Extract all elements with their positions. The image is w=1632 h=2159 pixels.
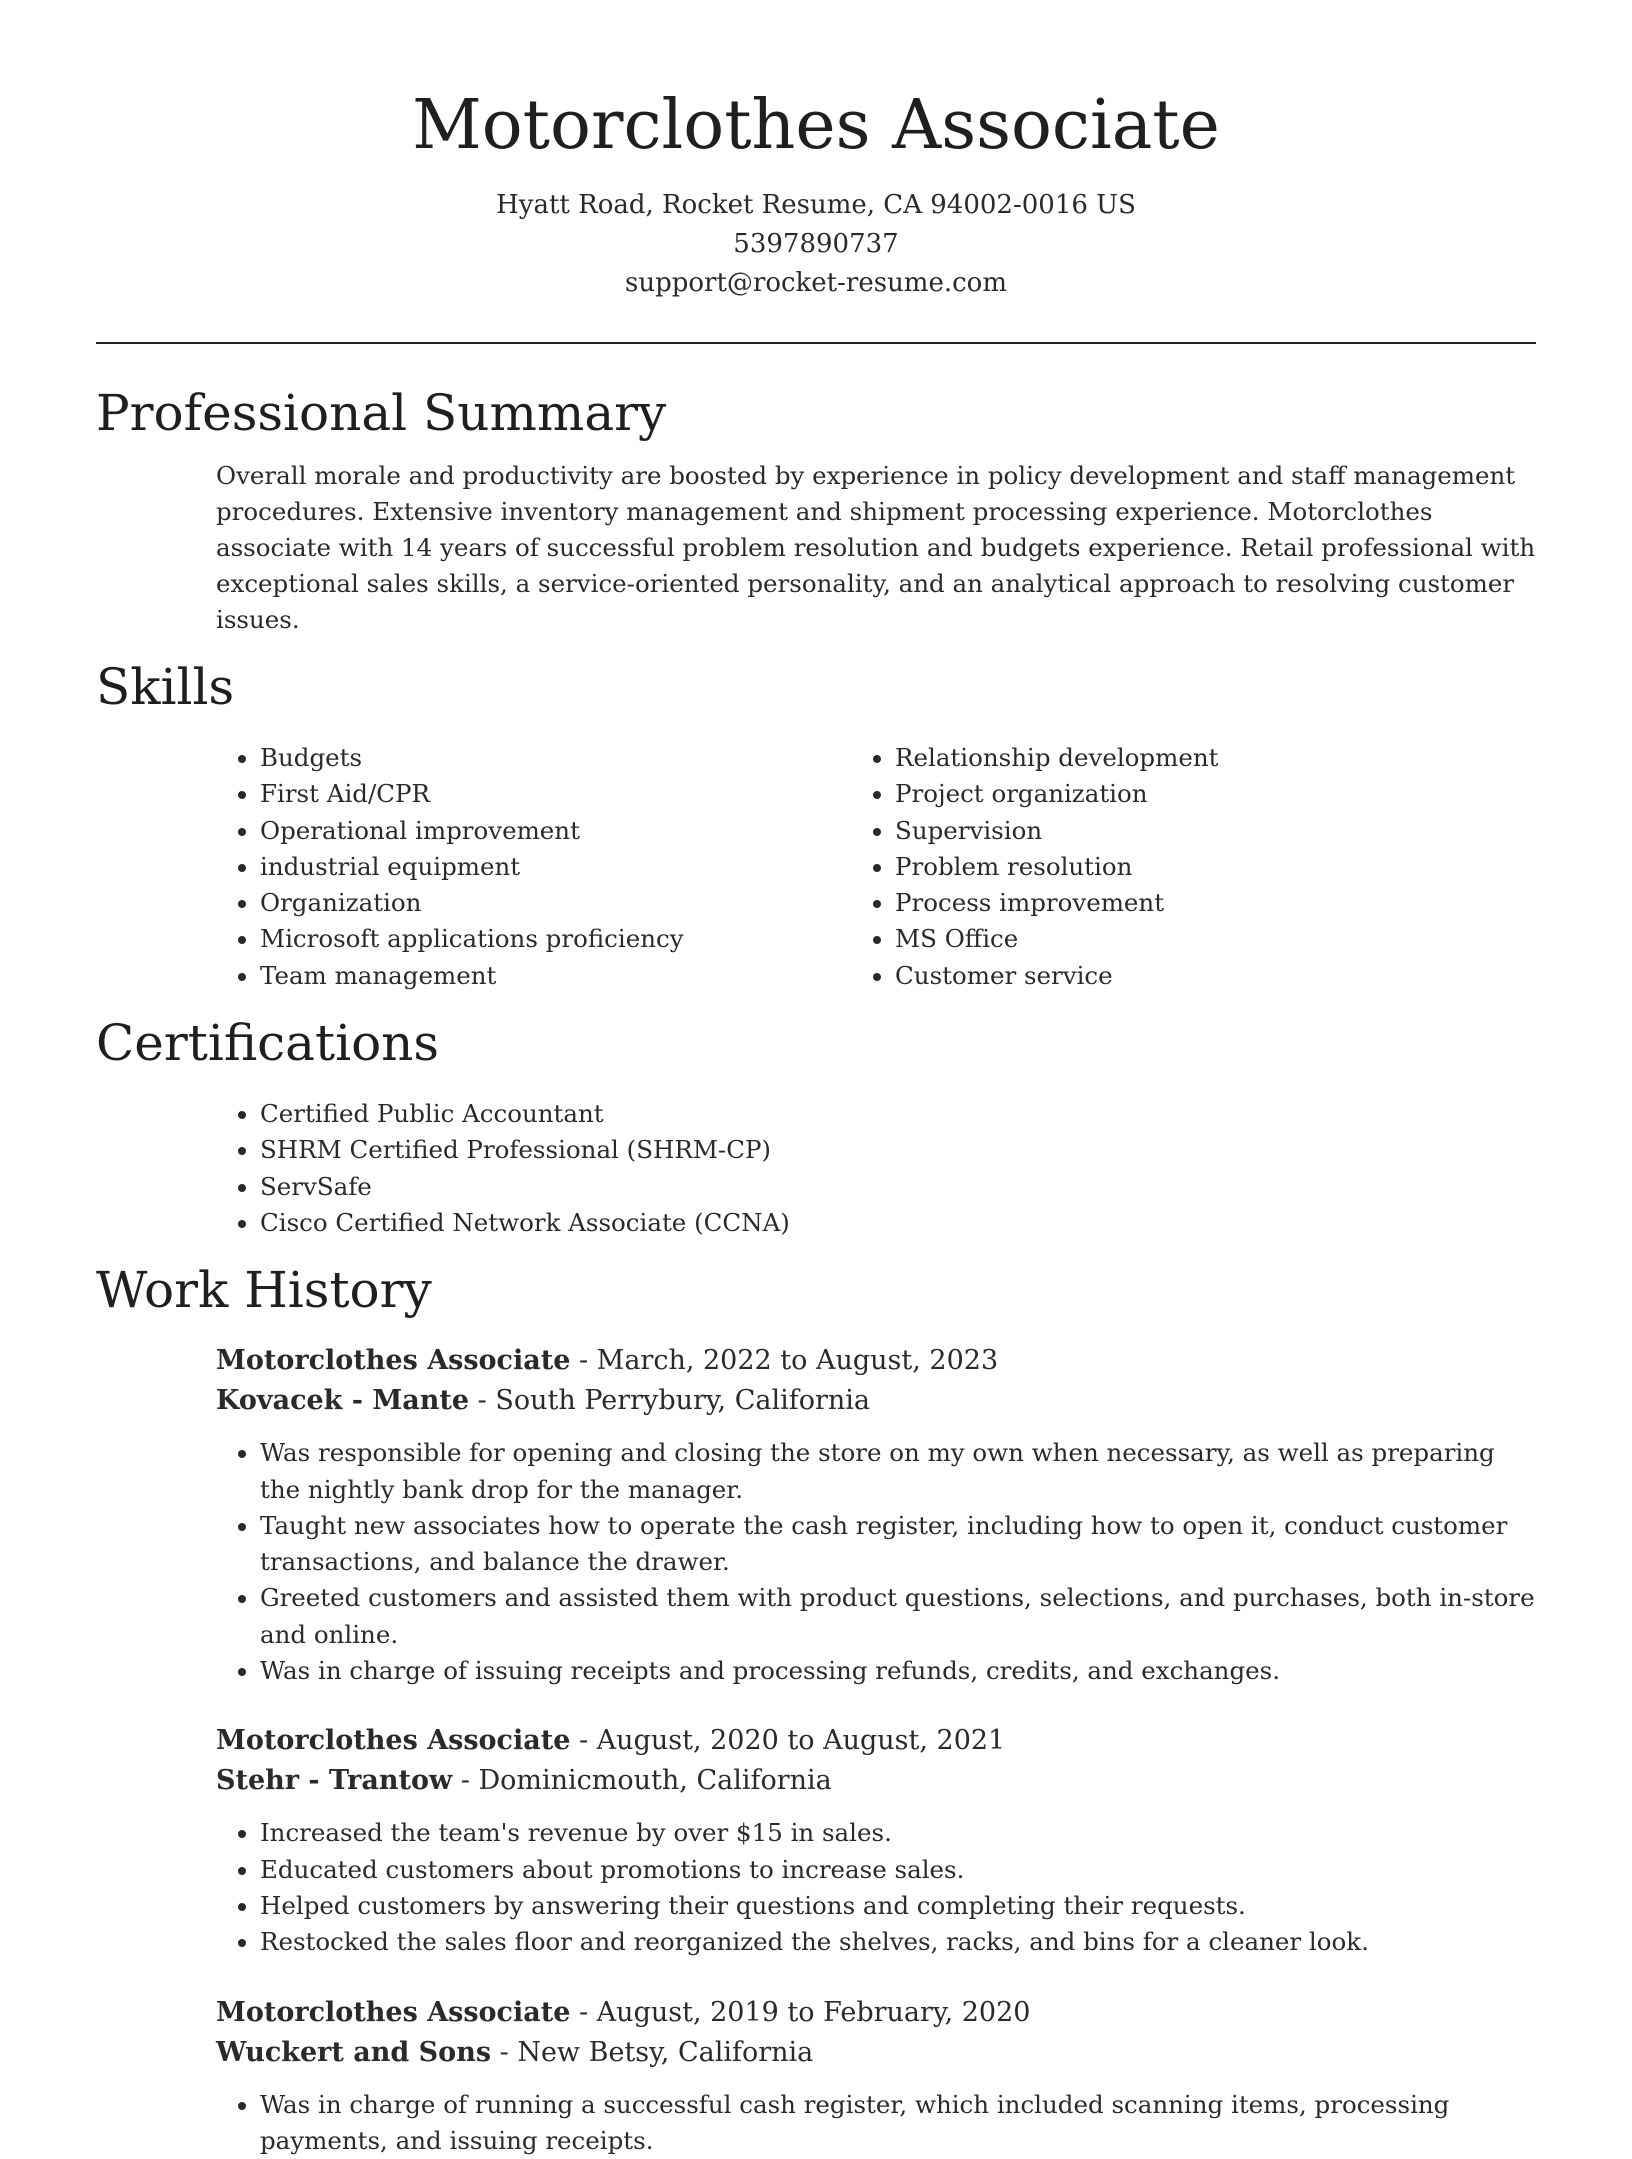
skill-item: • MS Office	[895, 921, 1536, 957]
skills-section	[96, 652, 1536, 994]
skill-item: • Budgets	[260, 740, 895, 776]
contact-email: support@rocket-resume.com	[624, 268, 1007, 298]
job-entry	[216, 1993, 1536, 2159]
job-duty-item: • Educated customers about promotions to increase sales.	[260, 1852, 1536, 1888]
job-dates: - March, 2022 to August, 2023	[570, 1345, 999, 1377]
job-duty-item: • Helped customers by answering their questions and completing their requests.	[260, 1888, 1536, 1924]
skills-columns	[96, 740, 1536, 994]
job-company-line	[216, 1381, 1536, 1421]
job-location: - South Perrybury, California	[469, 1385, 871, 1417]
summary-title: Professional Summary	[96, 384, 667, 442]
skills-list-left	[96, 740, 895, 994]
skill-item: • Project organization	[895, 776, 1536, 812]
job-role-line	[216, 1721, 1536, 1761]
skill-item: • Process improvement	[895, 885, 1536, 921]
skill-item: • Supervision	[895, 813, 1536, 849]
skills-title: Skills	[96, 658, 235, 716]
skill-item: • Customer service	[895, 958, 1536, 994]
job-duties	[216, 1815, 1536, 1960]
job-duty-item: • Was in charge of issuing receipts and processing refunds, credits, and exchanges.	[260, 1653, 1536, 1689]
job-duty-item: • Was responsible for opening and closing the store on my own when necessary, as well as preparing the nightly bank drop for the manager.	[260, 1435, 1536, 1508]
job-company: Stehr - Trantow	[216, 1765, 453, 1797]
job-entry	[216, 1341, 1536, 1689]
job-dates: - August, 2019 to February, 2020	[570, 1996, 1031, 2028]
certifications-section	[96, 1008, 1536, 1241]
contact-address: Hyatt Road, Rocket Resume, CA 94002-0016 US	[496, 190, 1136, 220]
certification-item: • ServSafe	[260, 1169, 1536, 1205]
job-entry	[216, 1721, 1536, 1960]
header-divider	[96, 342, 1536, 344]
job-company-line	[216, 2033, 1536, 2073]
skill-item: • Microsoft applications proficiency	[260, 921, 895, 957]
skill-item: • Team management	[260, 958, 895, 994]
summary-section	[96, 378, 1536, 638]
job-location: - New Betsy, California	[491, 2036, 814, 2068]
summary-text: Overall morale and productivity are boosted by experience in policy development and staff management procedures. Extensive inventory management and shipment processing experience. Motorclothes associate with 14 years of successful problem resolution and budgets experience. Retail professional with exceptional sales skills, a service-oriented personality, and an analytical approach to resolving customer issues.	[216, 461, 1536, 634]
certification-item: • SHRM Certified Professional (SHRM-CP)	[260, 1132, 1536, 1168]
job-duty-item: • Restocked the sales floor and reorganized the shelves, racks, and bins for a cleaner look.	[260, 1924, 1536, 1960]
job-role: Motorclothes Associate	[216, 1725, 571, 1757]
skill-item: • Relationship development	[895, 740, 1536, 776]
job-location: - Dominicmouth, California	[452, 1765, 832, 1797]
job-dates: - August, 2020 to August, 2021	[570, 1725, 1006, 1757]
job-company: Wuckert and Sons	[216, 2036, 492, 2068]
skill-item: • Operational improvement	[260, 813, 895, 849]
job-duty-item: • Was in charge of running a successful cash register, which included scanning items, processing payments, and issuing receipts.	[260, 2087, 1536, 2159]
job-duty-item: • Increased the team's revenue by over $15 in sales.	[260, 1815, 1536, 1851]
job-role-line	[216, 1993, 1536, 2033]
job-company: Kovacek - Mante	[216, 1385, 470, 1417]
resume-name: Motorclothes Associate	[412, 86, 1220, 165]
skill-item: • industrial equipment	[260, 849, 895, 885]
resume-content	[96, 378, 1536, 2159]
certification-item: • Certified Public Accountant	[260, 1096, 1536, 1132]
job-company-line	[216, 1761, 1536, 1801]
job-duty-item: • Greeted customers and assisted them with product questions, selections, and purchases, both in-store and online.	[260, 1580, 1536, 1653]
work-history-section	[96, 1255, 1536, 2159]
skills-list-right	[895, 740, 1536, 994]
skill-item: • First Aid/CPR	[260, 776, 895, 812]
job-duties	[216, 2087, 1536, 2159]
contact-info	[0, 186, 1632, 303]
job-duty-item: • Taught new associates how to operate the cash register, including how to open it, conduct customer transactions, and balance the drawer.	[260, 1508, 1536, 1581]
skill-item: • Organization	[260, 885, 895, 921]
job-role-line	[216, 1341, 1536, 1381]
certifications-list	[96, 1096, 1536, 1241]
certification-item: • Cisco Certified Network Associate (CCNA)	[260, 1205, 1536, 1241]
job-duties	[216, 1435, 1536, 1689]
certifications-title: Certifications	[96, 1014, 440, 1073]
job-role: Motorclothes Associate	[216, 1345, 571, 1377]
work-history-title: Work History	[96, 1261, 432, 1320]
job-role: Motorclothes Associate	[216, 1996, 571, 2028]
contact-phone: 5397890737	[733, 229, 899, 259]
resume-header	[0, 0, 1632, 303]
skill-item: • Problem resolution	[895, 849, 1536, 885]
